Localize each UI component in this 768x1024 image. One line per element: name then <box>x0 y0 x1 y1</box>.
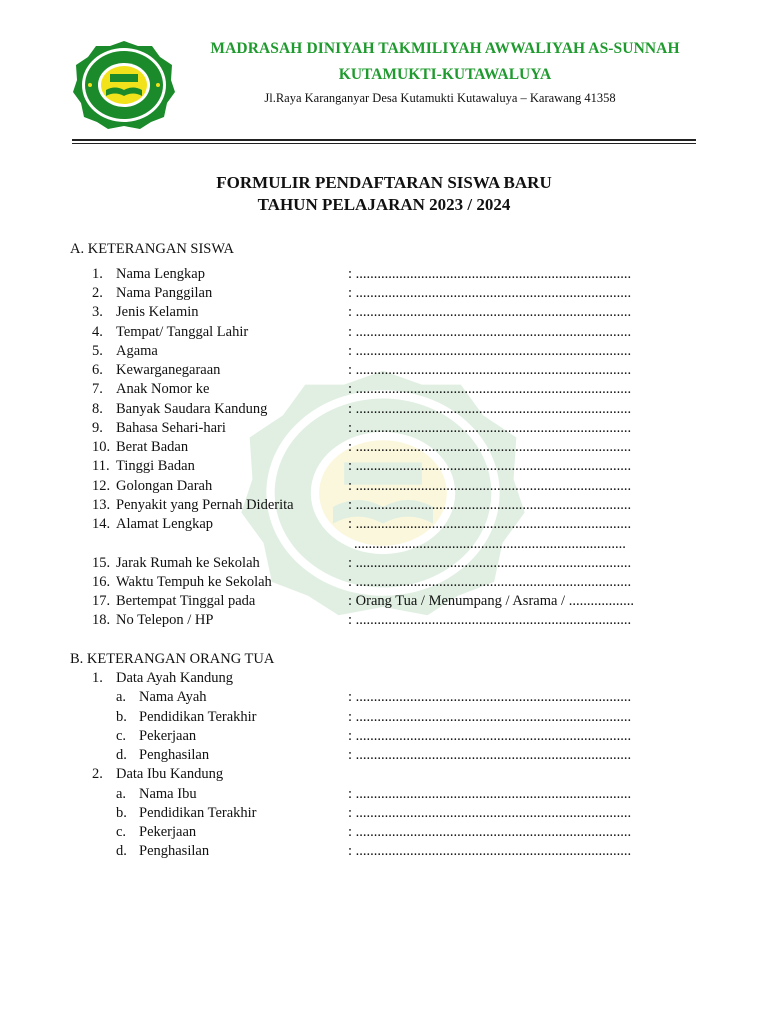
field-input-line[interactable]: : ............................................................................ <box>348 786 632 802</box>
section-b-heading: B. KETERANGAN ORANG TUA <box>70 651 275 667</box>
field-number: 6. <box>92 362 103 378</box>
school-location: KUTAMUKTI-KUTAWALUYA <box>338 66 552 83</box>
student-field-row <box>0 612 768 631</box>
field-input-line[interactable]: : ............................................................................ <box>348 478 632 494</box>
field-number: 4. <box>92 324 103 340</box>
field-label: Penghasilan <box>139 843 210 859</box>
field-label: Bahasa Sehari-hari <box>116 420 226 436</box>
address-continuation-line[interactable]: ........................................................................... <box>354 536 626 552</box>
group-number: 1. <box>92 670 103 686</box>
field-number: 12. <box>92 478 111 494</box>
field-label: Penghasilan <box>139 747 210 763</box>
field-letter: c. <box>116 728 127 744</box>
field-label: Pendidikan Terakhir <box>139 805 257 821</box>
field-letter: a. <box>116 689 127 705</box>
field-number: 13. <box>92 497 111 513</box>
field-input-line[interactable]: : ............................................................................ <box>348 401 632 417</box>
parent-field-row <box>0 689 768 708</box>
school-logo <box>72 40 176 130</box>
parent-field-row <box>0 709 768 728</box>
field-label: Pekerjaan <box>139 728 197 744</box>
field-number: 15. <box>92 555 111 571</box>
header-rule <box>72 139 696 141</box>
field-label: Jenis Kelamin <box>116 304 199 320</box>
field-label: Nama Ayah <box>139 689 207 705</box>
field-number: 17. <box>92 593 111 609</box>
student-field-row <box>0 285 768 304</box>
field-input-line[interactable]: : ............................................................................ <box>348 747 632 763</box>
field-input-line[interactable]: : ............................................................................ <box>348 285 632 301</box>
parent-field-row <box>0 805 768 824</box>
student-field-row <box>0 555 768 574</box>
field-input-line[interactable]: : ............................................................................ <box>348 689 632 705</box>
field-letter: d. <box>116 747 127 763</box>
student-field-row <box>0 439 768 458</box>
field-label: Nama Panggilan <box>116 285 213 301</box>
field-number: 11. <box>92 458 110 474</box>
field-input-line[interactable]: : ............................................................................ <box>348 824 632 840</box>
student-field-row <box>0 362 768 381</box>
group-number: 2. <box>92 766 103 782</box>
group-label: Data Ibu Kandung <box>116 766 224 782</box>
parent-group-heading <box>0 766 768 785</box>
parent-field-row <box>0 728 768 747</box>
section-a-heading: A. KETERANGAN SISWA <box>70 241 234 257</box>
field-letter: b. <box>116 805 127 821</box>
school-address: Jl.Raya Karanganyar Desa Kutamukti Kutawaluya – Karawang 41358 <box>264 91 616 105</box>
field-label: Tinggi Badan <box>116 458 195 474</box>
field-number: 5. <box>92 343 103 359</box>
header-rule-thin <box>72 143 696 144</box>
field-label: Pekerjaan <box>139 824 197 840</box>
field-number: 14. <box>92 516 111 532</box>
field-letter: b. <box>116 709 127 725</box>
student-field-row <box>0 420 768 439</box>
parent-group-heading <box>0 670 768 689</box>
field-letter: c. <box>116 824 127 840</box>
student-field-row <box>0 304 768 323</box>
field-label: Golongan Darah <box>116 478 213 494</box>
field-number: 9. <box>92 420 103 436</box>
student-field-row <box>0 516 768 535</box>
student-field-row <box>0 401 768 420</box>
field-input-line[interactable]: : ............................................................................ <box>348 728 632 744</box>
parent-field-row <box>0 843 768 862</box>
field-number: 8. <box>92 401 103 417</box>
student-field-row <box>0 266 768 285</box>
student-field-row <box>0 343 768 362</box>
field-input-line[interactable]: : ............................................................................ <box>348 458 632 474</box>
student-field-row <box>0 497 768 516</box>
field-input-line[interactable]: : ............................................................................ <box>348 805 632 821</box>
field-number: 10. <box>92 439 111 455</box>
field-letter: a. <box>116 786 127 802</box>
parent-field-row <box>0 747 768 766</box>
field-label: Nama Ibu <box>139 786 197 802</box>
field-number: 2. <box>92 285 103 301</box>
field-label: No Telepon / HP <box>116 612 214 628</box>
field-label: Alamat Lengkap <box>116 516 214 532</box>
field-input-line[interactable]: : ............................................................................ <box>348 420 632 436</box>
field-label: Berat Badan <box>116 439 189 455</box>
student-field-row <box>0 593 768 612</box>
field-input-line[interactable]: : ............................................................................ <box>348 843 632 859</box>
field-number: 18. <box>92 612 111 628</box>
field-input-line[interactable]: : ............................................................................ <box>348 343 632 359</box>
field-input-line[interactable]: : ............................................................................ <box>348 266 632 282</box>
field-label: Nama Lengkap <box>116 266 205 282</box>
parent-field-row <box>0 824 768 843</box>
student-field-row <box>0 324 768 343</box>
field-input-line[interactable]: : ............................................................................ <box>348 439 632 455</box>
field-letter: d. <box>116 843 127 859</box>
student-field-row <box>0 574 768 593</box>
form-title: FORMULIR PENDAFTARAN SISWA BARU <box>216 173 552 192</box>
student-field-row <box>0 478 768 497</box>
field-input-line[interactable]: : ............................................................................ <box>348 612 632 628</box>
field-input-line[interactable]: : ............................................................................ <box>348 324 632 340</box>
field-label: Jarak Rumah ke Sekolah <box>116 555 260 571</box>
student-field-row <box>0 381 768 400</box>
field-label: Pendidikan Terakhir <box>139 709 257 725</box>
field-input-line[interactable]: : ............................................................................ <box>348 555 632 571</box>
field-number: 7. <box>92 381 103 397</box>
field-label: Anak Nomor ke <box>116 381 210 397</box>
field-label: Kewarganegaraan <box>116 362 221 378</box>
field-label: Banyak Saudara Kandung <box>116 401 268 417</box>
form-year: TAHUN PELAJARAN 2023 / 2024 <box>257 195 511 214</box>
field-label: Tempat/ Tanggal Lahir <box>116 324 249 340</box>
field-input-line[interactable]: : ............................................................................ <box>348 497 632 513</box>
field-number: 16. <box>92 574 111 590</box>
field-number: 3. <box>92 304 103 320</box>
group-label: Data Ayah Kandung <box>116 670 234 686</box>
field-label: Penyakit yang Pernah Diderita <box>116 497 294 513</box>
field-label: Bertempat Tinggal pada <box>116 593 256 609</box>
field-label: Waktu Tempuh ke Sekolah <box>116 574 272 590</box>
parent-field-row <box>0 786 768 805</box>
student-field-row <box>0 458 768 477</box>
field-input-line[interactable]: : ............................................................................ <box>348 362 632 378</box>
field-number: 1. <box>92 266 103 282</box>
field-label: Agama <box>116 343 158 359</box>
field-input-line[interactable]: : ............................................................................ <box>348 304 632 320</box>
field-input-line[interactable]: : ............................................................................ <box>348 709 632 725</box>
school-name: MADRASAH DINIYAH TAKMILIYAH AWWALIYAH AS-SUNNAH <box>210 40 680 57</box>
field-input-line[interactable]: : ............................................................................ <box>348 381 632 397</box>
field-input-line[interactable]: : ............................................................................ <box>348 516 632 532</box>
field-input-line[interactable]: : ............................................................................ <box>348 574 632 590</box>
field-input-line[interactable]: : Orang Tua / Menumpang / Asrama / .................. <box>348 593 634 609</box>
